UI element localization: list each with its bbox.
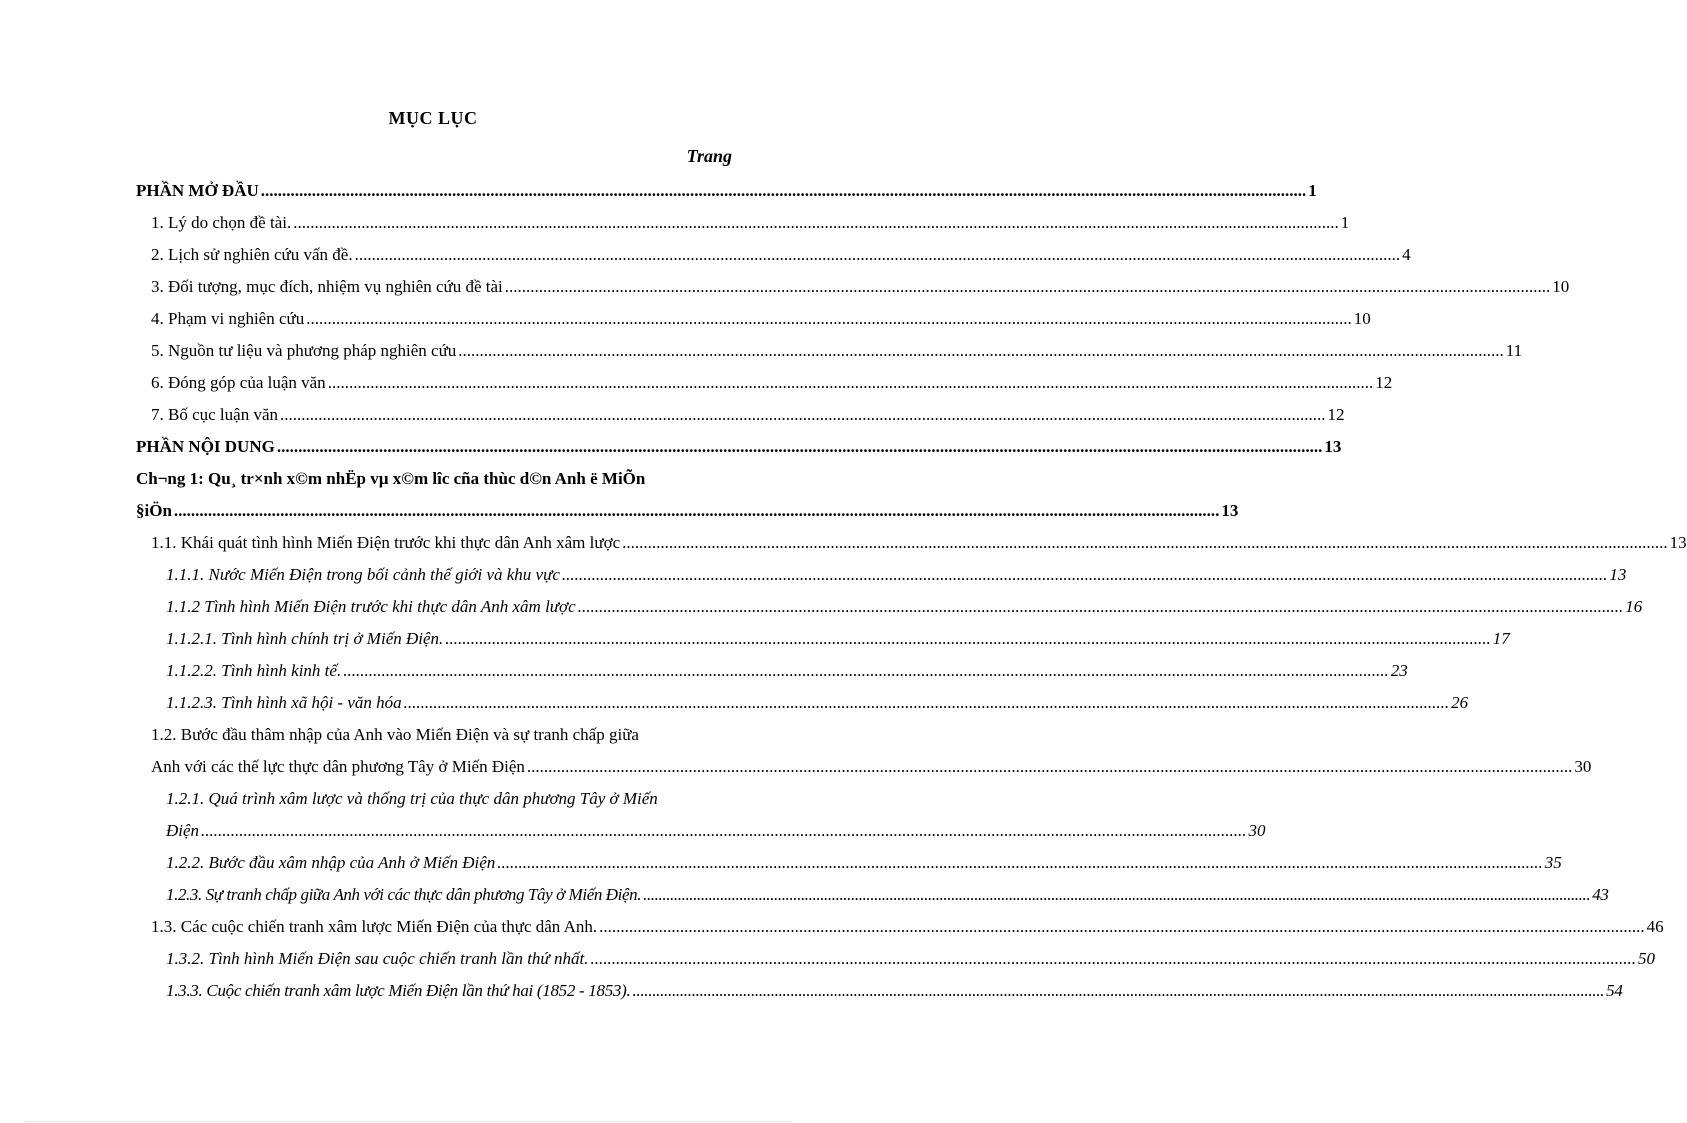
toc-entry[interactable] <box>151 242 1411 268</box>
toc-entry-page: 50 <box>1637 949 1655 968</box>
toc-entry[interactable] <box>151 754 1592 780</box>
toc-entry-text: Điện <box>166 821 200 840</box>
dot-leader <box>306 306 1352 332</box>
dot-leader <box>201 818 1247 844</box>
toc-entry-text: 5. Nguồn tư liệu và phương pháp nghiên cứu <box>151 341 457 360</box>
toc-entry-text: Ch¬ng 1: Qu¸ tr×nh x©m nhËp vµ x©m lîc cña thùc d©n Anh ë MiÕn <box>136 469 646 488</box>
toc-entry-page: 35 <box>1544 853 1562 872</box>
toc-entry-text: 3. Đối tượng, mục đích, nhiệm vụ nghiên cứu đề tài <box>151 277 503 296</box>
dot-leader <box>174 498 1220 524</box>
toc-entry-text: 1.3.3. Cuộc chiến tranh xâm lược Miến Điện lần thứ hai (1852 - 1853). <box>166 981 631 1000</box>
toc-entry-page: 11 <box>1505 341 1523 360</box>
dot-leader <box>343 658 1389 684</box>
toc-entry-text: 1.2.1. Quá trình xâm lược và thống trị của thực dân phương Tây ở Miến <box>166 789 658 808</box>
toc-title: MỤC LỤC <box>388 108 478 128</box>
toc-entry-text: 1.1.2.2. Tình hình kinh tế. <box>166 661 342 680</box>
toc-entry[interactable] <box>166 786 732 812</box>
dot-leader <box>527 754 1573 780</box>
toc-entry-page: 12 <box>1327 405 1345 424</box>
dot-leader <box>505 274 1551 300</box>
dot-leader <box>497 850 1543 876</box>
dot-leader <box>404 690 1450 716</box>
toc-entry[interactable] <box>166 658 1408 684</box>
dot-leader <box>599 914 1645 940</box>
toc-entry-text: PHẦN NỘI DUNG <box>136 437 275 456</box>
toc-entry-page: 30 <box>1248 821 1266 840</box>
dot-leader <box>578 594 1624 620</box>
toc-entry-text: 1.1.2.1. Tình hình chính trị ở Miến Điện. <box>166 629 444 648</box>
toc-entry[interactable] <box>166 850 1562 876</box>
toc-entry-text: 1.2. Bước đầu thâm nhập của Anh vào Miến Điện và sự tranh chấp giữa <box>151 725 639 744</box>
toc-entry-page: 1 <box>1340 213 1350 232</box>
toc-entry[interactable] <box>136 466 732 492</box>
toc-entry[interactable] <box>166 690 1469 716</box>
toc-entry-page: 13 <box>1609 565 1627 584</box>
toc-entry-text: 1.1.2.3. Tình hình xã hội - văn hóa <box>166 693 402 712</box>
toc-entry[interactable] <box>166 978 1623 1004</box>
toc-entry-page: 1 <box>1308 181 1317 200</box>
dot-leader <box>328 370 1374 396</box>
toc-entry-text: 4. Phạm vi nghiên cứu <box>151 309 305 328</box>
toc-entry-page: 30 <box>1574 757 1592 776</box>
toc-entry-page: 54 <box>1606 981 1623 1000</box>
toc-entry[interactable] <box>166 882 1609 908</box>
dot-leader <box>445 626 1491 652</box>
toc-entry-text: 1.1. Khái quát tình hình Miến Điện trước khi thực dân Anh xâm lược <box>151 533 621 552</box>
toc-entry-text: §iÖn <box>136 501 172 520</box>
toc-entry[interactable] <box>136 498 1239 524</box>
toc-entry-text: PHẦN MỞ ĐẦU <box>136 181 259 200</box>
toc-entry-page: 13 <box>1221 501 1239 520</box>
dot-leader <box>293 210 1339 236</box>
toc-entry-page: 43 <box>1592 885 1609 904</box>
toc-entry[interactable] <box>151 914 1664 940</box>
toc-entry-text: 1.1.1. Nước Miến Điện trong bối cảnh thế giới và khu vực <box>166 565 560 584</box>
toc-entry-page: 13 <box>1324 437 1342 456</box>
toc-entry-text: 7. Bố cục luận văn <box>151 405 278 424</box>
toc-entry-text: 1.2.3. Sự tranh chấp giữa Anh với các thực dân phương Tây ở Miến Điện. <box>166 885 642 904</box>
toc-entry-page: 10 <box>1353 309 1371 328</box>
dot-leader <box>632 978 1604 1004</box>
toc-entry-text: 1.2.2. Bước đầu xâm nhập của Anh ở Miến Điện <box>166 853 496 872</box>
toc-entry-page: 17 <box>1492 629 1510 648</box>
dot-leader <box>622 530 1668 556</box>
toc-entry[interactable] <box>166 818 1266 844</box>
toc-entry[interactable] <box>151 274 1570 300</box>
toc-entry-text: 6. Đóng góp của luận văn <box>151 373 326 392</box>
toc-entry[interactable] <box>151 338 1523 364</box>
toc-entry[interactable] <box>151 402 1345 428</box>
toc-entry[interactable] <box>166 562 1627 588</box>
dot-leader <box>277 434 1323 460</box>
toc-entry[interactable] <box>136 434 1342 460</box>
toc-entry-page: 46 <box>1646 917 1664 936</box>
dot-leader <box>261 178 1307 204</box>
toc-entry-text: 1.3.2. Tình hình Miến Điện sau cuộc chiến tranh lần thứ nhất. <box>166 949 589 968</box>
toc-entry[interactable] <box>151 210 1350 236</box>
toc-entry-text: Anh với các thế lực thực dân phương Tây ở Miến Điện <box>151 757 525 776</box>
toc-entry-text: 1. Lý do chọn đề tài. <box>151 213 292 232</box>
dot-leader <box>280 402 1326 428</box>
page-bottom-divider <box>24 1121 792 1122</box>
toc-entry[interactable] <box>166 594 1643 620</box>
toc-entry[interactable] <box>151 306 1371 332</box>
toc-entry-page: 4 <box>1402 245 1411 264</box>
toc-entry[interactable] <box>136 178 1317 204</box>
toc-entry[interactable] <box>166 946 1655 972</box>
toc-entry[interactable] <box>151 370 1393 396</box>
dot-leader <box>643 882 1590 908</box>
dot-leader <box>355 242 1401 268</box>
toc-entry-page: 13 <box>1669 533 1687 552</box>
toc-entry-page: 23 <box>1390 661 1408 680</box>
toc-entry-page: 26 <box>1451 693 1469 712</box>
toc-entry-page: 12 <box>1375 373 1393 392</box>
toc-entry[interactable] <box>151 722 732 748</box>
toc-entry-page: 10 <box>1552 277 1570 296</box>
page-column-header: Trang <box>686 146 732 166</box>
toc-entry[interactable] <box>166 626 1510 652</box>
dot-leader <box>458 338 1504 364</box>
toc-entry-text: 2. Lịch sử nghiên cứu vấn đề. <box>151 245 353 264</box>
dot-leader <box>590 946 1636 972</box>
dot-leader <box>562 562 1608 588</box>
toc-entry[interactable] <box>151 530 1687 556</box>
toc-entry-page: 16 <box>1625 597 1643 616</box>
toc-entry-text: 1.1.2 Tình hình Miến Điện trước khi thực dân Anh xâm lược <box>166 597 576 616</box>
toc-entry-text: 1.3. Các cuộc chiến tranh xâm lược Miến Điện của thực dân Anh. <box>151 917 598 936</box>
